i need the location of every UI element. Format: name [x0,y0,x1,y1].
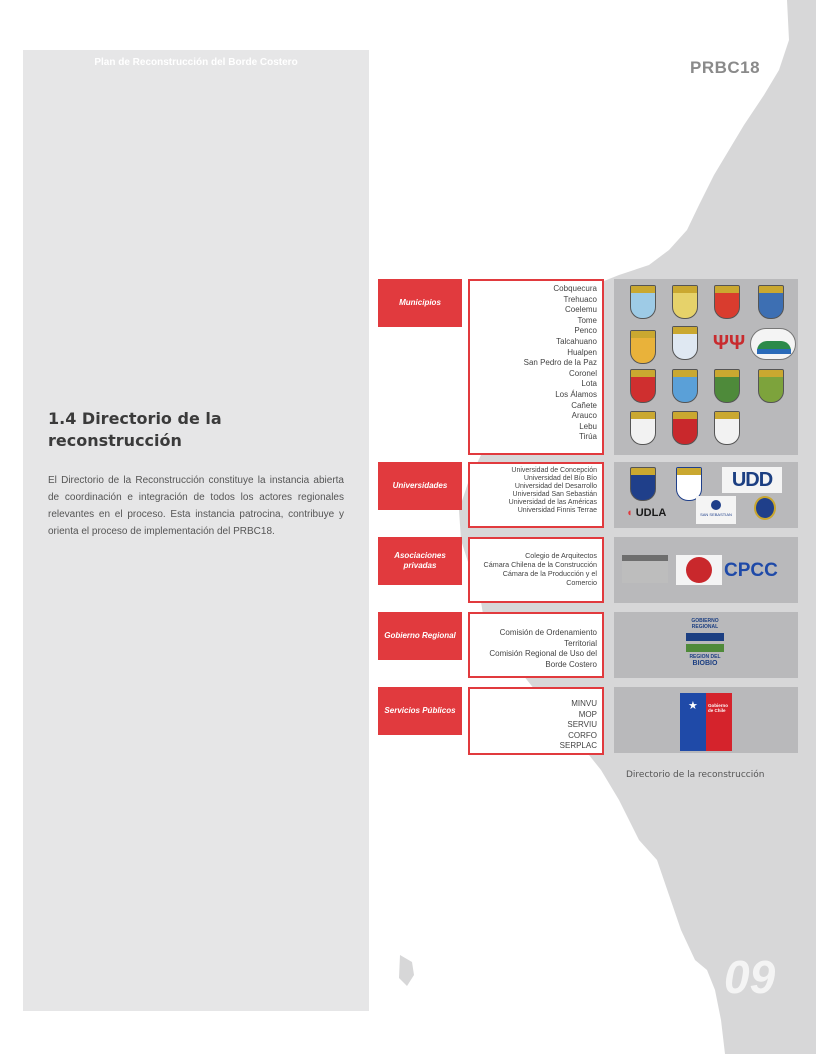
category-universidades: Universidades [378,462,462,510]
section-body: El Directorio de la Reconstrucción constituye la instancia abierta de coordinación e integración de todos los actores regionales relevantes en el proceso. Esta instancia patrocina, contribuye y orienta el proceso de implementación del PRBC18. [48,475,344,537]
list-item: Coelemu [564,305,597,315]
list-item: Cámara de la Producción y el Comercio [502,569,597,587]
list-item: Arauco [571,411,597,421]
list-item: Cámara Chilena de la Construcción [483,560,597,569]
list-item: Trehuaco [563,294,597,304]
coat-of-arms-icon [630,369,656,403]
running-title: Plan de Reconstrucción del Borde Costero [94,57,298,68]
list-item: SERVIU [567,720,597,729]
udd-logo-icon: UDD [722,467,782,493]
list-item: Colegio de Arquitectos [525,551,597,560]
municipal-logo-icon [750,328,796,360]
gore-logo-text: REGION DEL [689,654,721,660]
udec-crest-icon [630,467,656,501]
coat-of-arms-icon [630,330,656,364]
gob-chile-line: Gobierno [708,703,728,708]
list-item: Hualpen [567,347,597,357]
coat-of-arms-icon [672,326,698,360]
coat-of-arms-icon [758,285,784,319]
universidades-list [468,462,604,528]
figure-caption: Directorio de la reconstrucción [626,770,765,780]
list-item: Comisión Regional de Uso del Borde Costero [489,649,597,669]
coat-of-arms-icon [714,285,740,319]
asociaciones-logos [614,537,798,603]
document-code: PRBC18 [690,58,761,77]
list-item: San Pedro de la Paz [523,358,597,368]
coat-of-arms-icon [672,285,698,319]
uss-logo-text: SAN SEBASTIAN [700,512,732,517]
list-item: Penco [574,326,597,336]
servicios-publicos-logos [614,687,798,753]
list-item: Universidad Finnis Terrae [517,507,597,514]
island [399,955,414,986]
list-item: Universidad de las Américas [508,499,597,506]
servicios-publicos-list [468,687,604,755]
list-item: Comisión de Ordenamiento Territorial [499,628,597,648]
list-item: Los Álamos [555,389,597,399]
asociaciones-list [468,537,604,603]
list-item: Tirúa [579,432,597,442]
list-item: Coronel [568,368,597,378]
gore-biobio-logo-icon [684,618,726,674]
section-title: 1.4 Directorio de la reconstrucción [48,409,222,450]
category-servicios-publicos: Servicios Públicos [378,687,462,735]
gore-logo-text: REGIONAL [691,624,719,630]
gore-logo-text: BIOBIO [692,660,718,667]
coat-of-arms-icon [714,411,740,445]
list-item: Cañete [571,400,597,410]
list-item: Talcahuano [556,336,597,346]
municipios-logos [614,279,798,455]
list-item: Tome [577,315,597,325]
list-item: Universidad del Bío Bío [523,475,597,482]
municipios-list [468,279,604,455]
list-item: Lota [581,379,597,389]
category-asociaciones: Asociaciones privadas [378,537,462,585]
category-gobierno-regional: Gobierno Regional [378,612,462,660]
coat-of-arms-icon [672,411,698,445]
gore-logo-text: GOBIERNO [691,618,719,624]
universidades-logos [614,462,798,528]
star-icon: ★ [688,700,698,712]
list-item: Universidad de Concepción [511,467,597,474]
udla-logo-text: UDLA [635,507,667,519]
uss-logo-icon [696,496,736,524]
list-item: MOP [578,709,597,719]
udla-logo-icon: ◖ UDLA [626,507,667,519]
coat-of-arms-icon [758,369,784,403]
gobierno-de-chile-logo-icon [680,693,732,751]
category-municipios: Municipios [378,279,462,327]
gobierno-chile-text [708,703,728,713]
cchc-logo-icon [676,555,722,585]
list-item: Lebu [579,421,597,431]
uft-logo-icon [754,496,776,520]
coat-of-arms-icon [630,411,656,445]
list-item: SERPLAC [559,741,597,750]
list-item: CORFO [568,730,597,740]
page-number: 09 [724,951,776,1003]
gobierno-regional-list [468,612,604,678]
gobierno-regional-logos [614,612,798,678]
list-item: Cobquecura [553,284,597,293]
coat-of-arms-icon [714,369,740,403]
colegio-arquitectos-logo-icon [622,555,668,583]
coat-of-arms-icon [630,285,656,319]
list-item: Universidad San Sebastián [512,491,597,498]
gob-chile-line: de Chile [708,708,726,713]
list-item: Universidad del Desarrollo [514,483,597,490]
cpcc-logo-icon: CPCC [724,560,778,581]
municipal-emblem-icon: ΨΨ [712,332,746,354]
list-item: MINVU [571,699,597,708]
coat-of-arms-icon [672,369,698,403]
